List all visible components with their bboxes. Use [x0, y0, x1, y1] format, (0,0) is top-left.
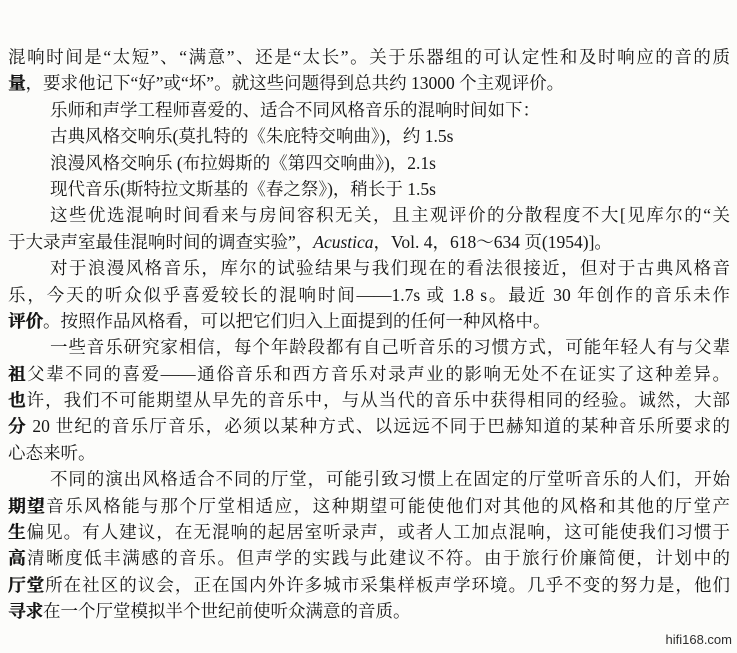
- text-segment: 清晰度低丰满感的音乐。但声学的实践与此建议不符。由于旅行价廉简便，计划中的: [27, 548, 730, 569]
- text-line: [8, 255, 730, 281]
- text-segment: 于大录声室最佳混响时间的调查实验”，: [8, 231, 314, 252]
- text-segment: 在一个厅堂模拟半个世纪前使听众满意的音质。: [43, 601, 411, 622]
- text-segment: 一些音乐研究家相信，每个年龄段都有自己听音乐的习惯方式，可能年轻人有与父辈: [50, 337, 730, 358]
- text-segment: 评价: [8, 310, 43, 331]
- text-line: [8, 229, 730, 255]
- text-line: [8, 493, 730, 519]
- text-segment: 厅堂: [8, 574, 46, 595]
- text-segment: 偏见。有人建议，在无混响的起居室听录声，或者人工加点混响，这可能使我们习惯于: [26, 522, 730, 543]
- text-segment: 生: [8, 522, 27, 543]
- text-segment: ，Vol. 4，618～634 页(1954)]。: [373, 231, 612, 252]
- text-segment: 乐师和声学工程师喜爱的、适合不同风格音乐的混响时间如下：: [50, 99, 540, 120]
- text-line: [8, 572, 730, 598]
- text-segment: 。按照作品风格看，可以把它们归入上面提到的任何一种风格中。: [43, 310, 551, 331]
- text-line: [8, 123, 730, 149]
- text-segment: 高: [8, 548, 28, 569]
- text-segment: 父辈不同的喜爱——通俗音乐和西方音乐对录声业的影响无处不在证实了这种差异。: [27, 363, 730, 384]
- text-line: [8, 440, 730, 466]
- text-segment: 不同的演出风格适合不同的厅堂，可能引致习惯上在固定的厅堂听音乐的人们，开始: [50, 469, 730, 490]
- text-segment: 祖: [8, 363, 28, 384]
- text-line: [8, 308, 730, 334]
- text-segment: 浪漫风格交响乐 (布拉姆斯的《第四交响曲》)，2.1s: [50, 152, 436, 173]
- italic-citation-text: Acustica: [313, 231, 374, 252]
- text-segment: 心态来听。: [8, 442, 96, 463]
- text-line: [8, 44, 730, 70]
- text-line: [8, 387, 730, 413]
- text-line: [8, 282, 730, 308]
- text-line: [8, 466, 730, 492]
- text-segment: 乐，今天的听众似乎喜爱较长的混响时间——1.7s 或 1.8 s。最近 30 年创作的音乐未作: [8, 284, 730, 305]
- text-line: [8, 361, 730, 387]
- text-line: [8, 150, 730, 176]
- text-segment: 分: [8, 416, 27, 437]
- text-line: [8, 545, 730, 571]
- text-segment: 这些优选混响时间看来与房间容积无关，且主观评价的分散程度不大[见库尔的“关: [50, 205, 730, 226]
- text-line: [8, 70, 730, 96]
- text-line: [8, 202, 730, 228]
- text-segment: 音乐风格能与那个厅堂相适应，这种期望可能使他们对其他的风格和其他的厅堂产: [46, 495, 730, 516]
- text-segment: 期望: [8, 495, 47, 516]
- text-line: [8, 97, 730, 123]
- text-line: [8, 413, 730, 439]
- text-segment: 也: [8, 390, 27, 411]
- document-text-block: [8, 44, 730, 625]
- text-segment: 量: [8, 73, 26, 94]
- text-line: [8, 519, 730, 545]
- text-segment: 所在社区的议会，正在国内外许多城市采集样板声学环境。几乎不变的努力是，他们: [45, 574, 730, 595]
- text-segment: 20 世纪的音乐厅音乐，必须以某种方式、以远远不同于巴赫知道的某种音乐所要求的: [26, 416, 730, 437]
- text-segment: 混响时间是“太短”、“满意”、还是“太长”。关于乐器组的可认定性和及时响应的音的质: [8, 47, 730, 67]
- text-segment: 许，我们不可能期望从早先的音乐中，与从当代的音乐中获得相同的经验。诚然，大部: [26, 390, 730, 411]
- text-segment: ，要求他记下“好”或“坏”。就这些问题得到总共约 13000 个主观评价。: [25, 73, 565, 94]
- text-line: [8, 598, 730, 624]
- text-line: [8, 334, 730, 360]
- text-line: [8, 176, 730, 202]
- text-segment: 古典风格交响乐(莫扎特的《朱庇特交响曲》)，约 1.5s: [50, 126, 454, 147]
- text-segment: 寻求: [8, 601, 43, 622]
- text-segment: 对于浪漫风格音乐，库尔的试验结果与我们现在的看法很接近，但对于古典风格音: [50, 258, 730, 279]
- watermark: hifi168.com: [665, 632, 732, 647]
- text-segment: 现代音乐(斯特拉文斯基的《春之祭》)，稍长于 1.5s: [50, 178, 436, 199]
